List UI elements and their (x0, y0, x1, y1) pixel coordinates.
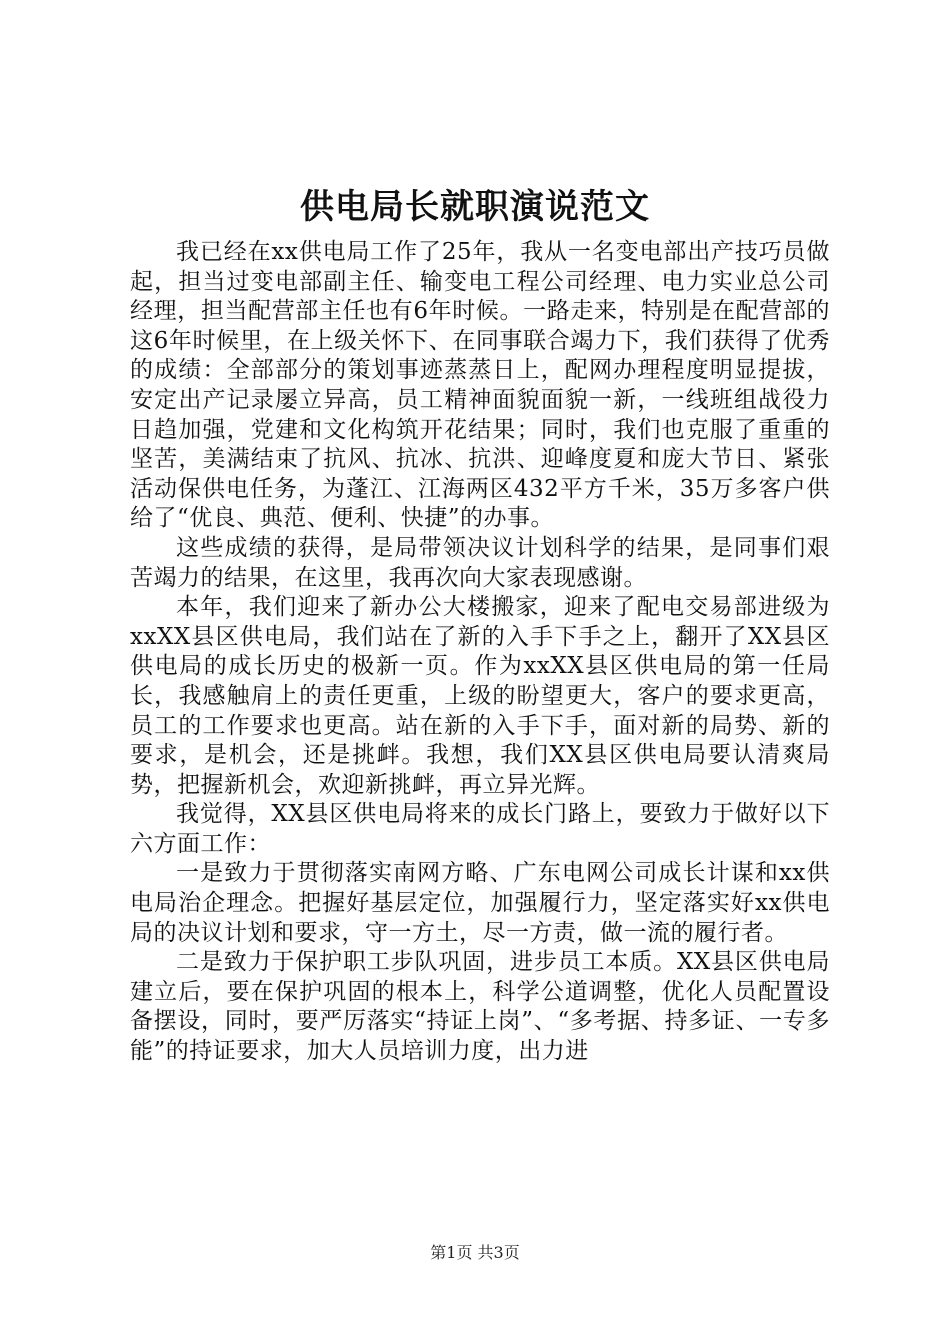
paragraph-3: 本年，我们迎来了新办公大楼搬家，迎来了配电交易部进级为xxXX县区供电局，我们站在了新的入手下手之上，翻开了XX县区供电局的成长历史的极新一页。作为xxXX县区供电局的第一任局长，我感触肩上的责任更重，上级的盼望更大，客户的要求更高，员工的工作要求也更高。站在新的入手下手，面对新的局势、新的要求，是机会，还是挑衅。我想，我们XX县区供电局要认清爽局势，把握新机会，欢迎新挑衅，再立异光辉。 (130, 594, 830, 798)
paragraph-4: 我觉得，XX县区供电局将来的成长门路上，要致力于做好以下六方面工作： (130, 801, 830, 857)
page-footer: 第1页 共3页 (430, 1243, 520, 1262)
paragraph-1: 我已经在xx供电局工作了25年，我从一名变电部出产技巧员做起，担当过变电部副主任、输变电工程公司经理、电力实业总公司经理，担当配营部主任也有6年时候。一路走来，特别是在配营部的这6年时候里，在上级关怀下、在同事联合竭力下，我们获得了优秀的成绩：全部部分的策划事迹蒸蒸日上，配网办理程度明显提拔，安定出产记录屡立异高，员工精神面貌面貌一新，一线班组战役力日趋加强，党建和文化构筑开花结果；同时，我们也克服了重重的坚苦，美满结束了抗风、抗冰、抗洪、迎峰度夏和庞大节日、紧张活动保供电任务，为蓬江、江海两区432平方千米，35万多客户供给了“优良、典范、便利、快捷”的办事。 (130, 239, 830, 532)
paragraph-2: 这些成绩的获得，是局带领决议计划科学的结果，是同事们艰苦竭力的结果，在这里，我再次向大家表现感谢。 (130, 534, 830, 591)
document-title: 供电局长就职演说范文 (300, 187, 650, 227)
document-body (130, 238, 830, 1067)
paragraph-5: 一是致力于贯彻落实南网方略、广东电网公司成长计谋和xx供电局治企理念。把握好基层定位，加强履行力，坚定落实好xx供电局的决议计划和要求，守一方土，尽一方责，做一流的履行者。 (130, 860, 830, 946)
paragraph-6: 二是致力于保护职工步队巩固，进步员工本质。XX县区供电局建立后，要在保护巩固的根本上，科学公道调整，优化人员配置设备摆设，同时，要严厉落实“持证上岗”、“多考据、持多证、一专多能”的持证要求，加大人员培训力度，出力进 (130, 949, 830, 1065)
